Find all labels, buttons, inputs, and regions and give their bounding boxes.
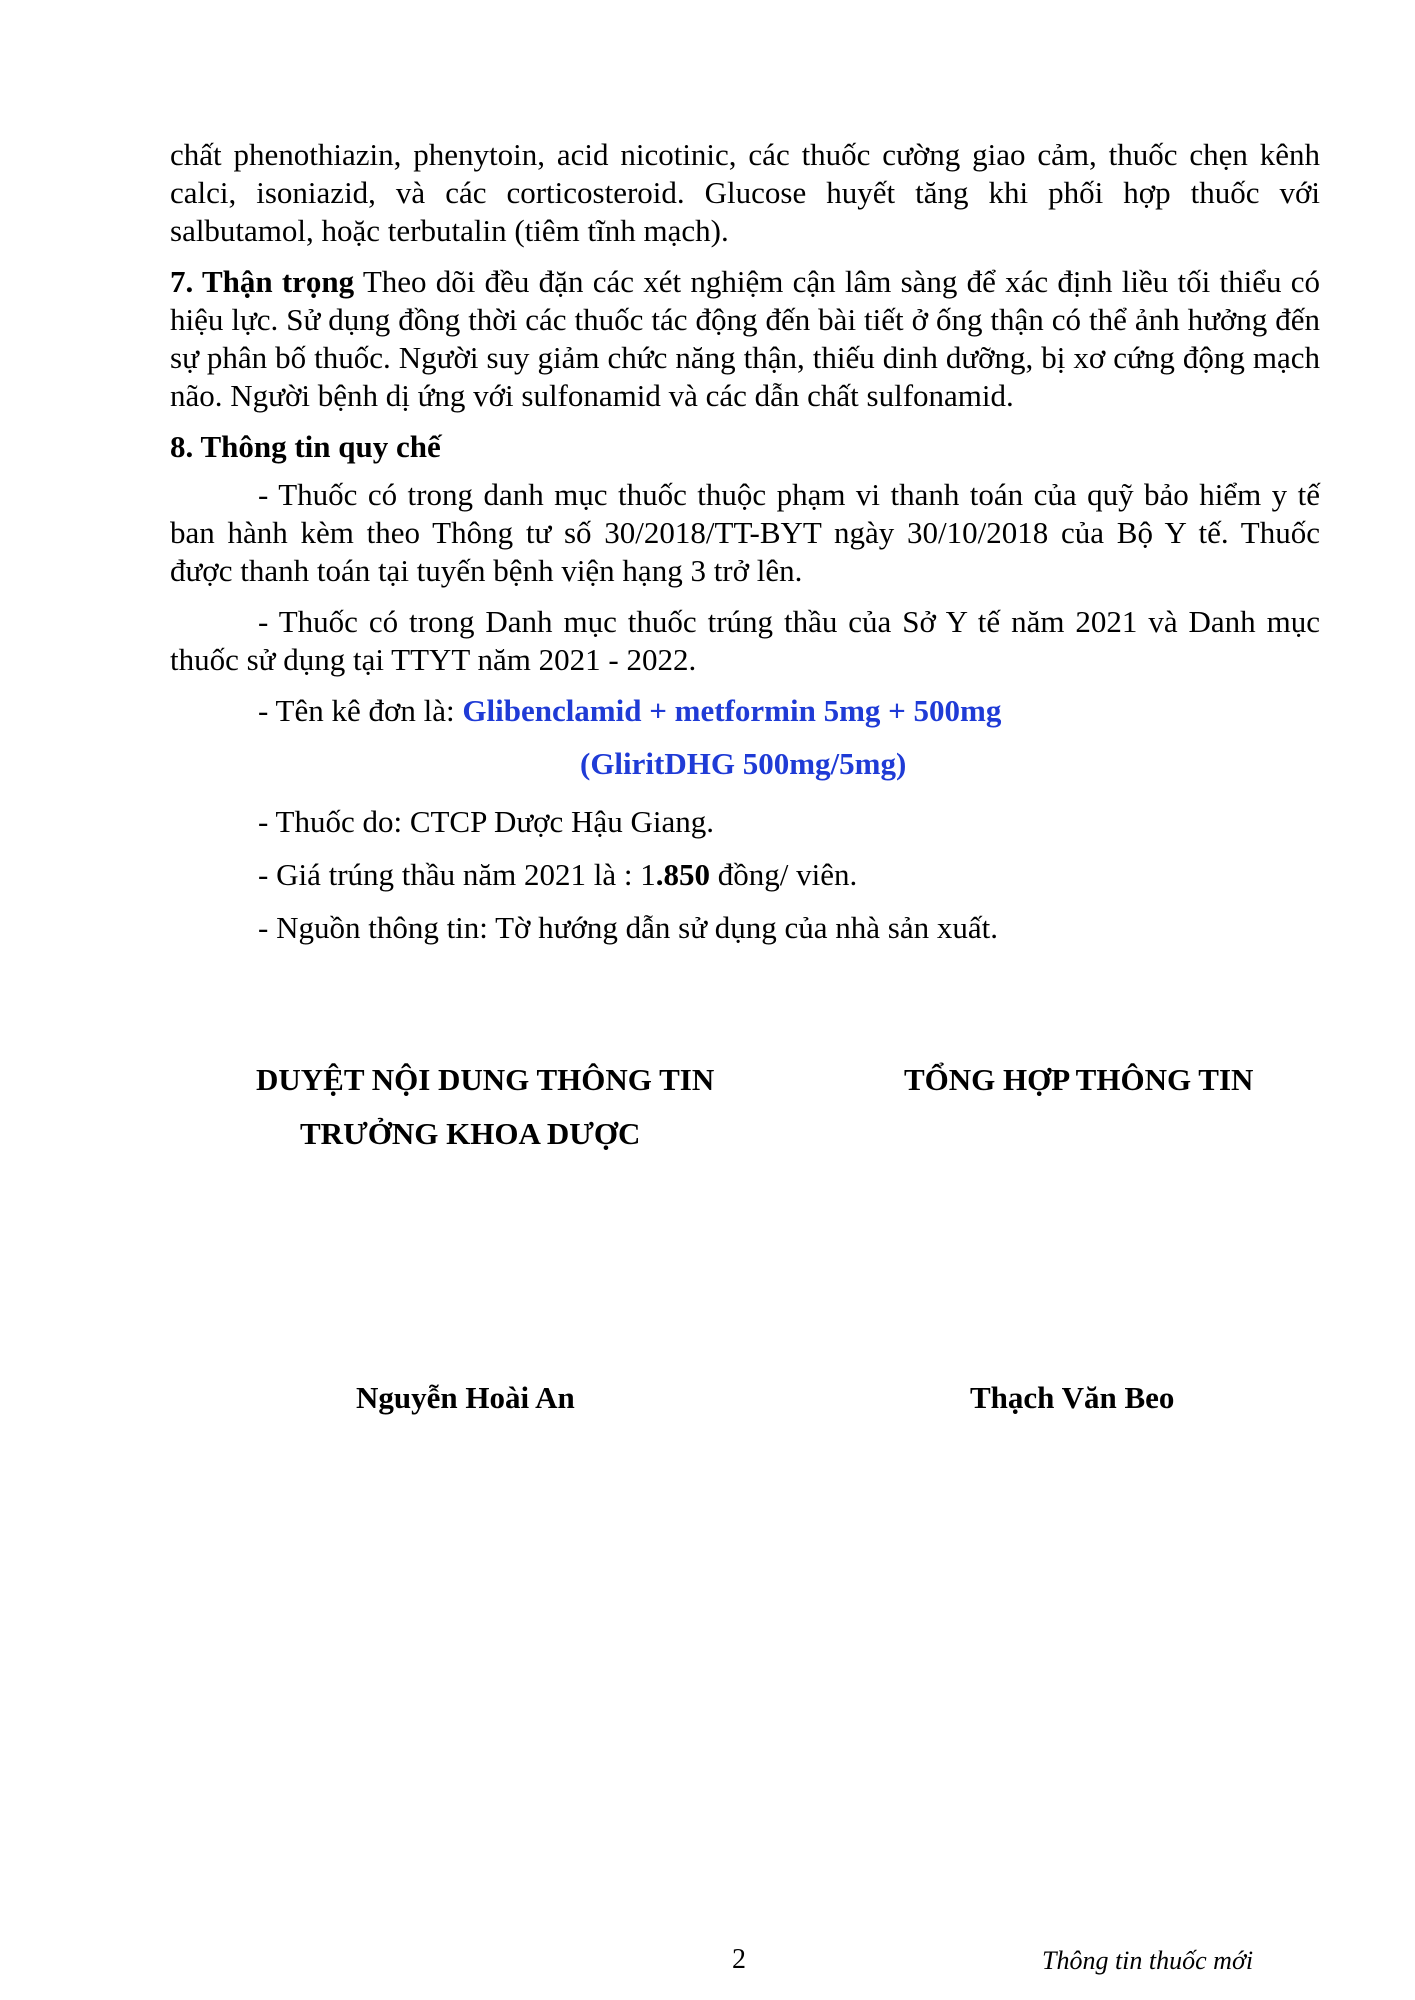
- section-7-text: Theo dõi đều đặn các xét nghiệm cận lâm sàng để xác định liều tối thiểu có hiệu lực. Sử dụng đồng thời các thuốc tác động đến bài tiết ở ống thận có thể ảnh hưởng đến sự phân bố thuốc. Người suy giảm chức năng thận, thiếu dinh dưỡng, bị xơ cứng động mạch não. Người bệnh dị ứng với sulfonamid và các dẫn chất sulfonamid.: [170, 264, 1320, 413]
- manufacturer-line: - Thuốc do: CTCP Dược Hậu Giang.: [258, 804, 714, 839]
- compiler-title: TỔNG HỢP THÔNG TIN: [904, 1062, 1254, 1097]
- approver-name: Nguyễn Hoài An: [356, 1380, 575, 1415]
- interactions-paragraph-tail: chất phenothiazin, phenytoin, acid nicotinic, các thuốc cường giao cảm, thuốc chẹn kênh calci, isoniazid, và các corticosteroid. Glucose huyết tăng khi phối hợp thuốc với salbutamol, hoặc terbutalin (tiêm tĩnh mạch).: [170, 137, 1320, 248]
- brand-name: (GliritDHG 500mg/5mg): [580, 746, 907, 781]
- regulation-item-tender: - Thuốc có trong Danh mục thuốc trúng thầu của Sở Y tế năm 2021 và Danh mục thuốc sử dụng tại TTYT năm 2021 - 2022.: [170, 604, 1320, 677]
- price-suffix: đồng/ viên.: [710, 857, 858, 892]
- document-body: [170, 136, 1320, 962]
- page-number: 2: [732, 1944, 746, 1975]
- prescription-label: - Tên kê đơn là:: [258, 693, 463, 728]
- price-line: [258, 856, 1320, 894]
- section-7-paragraph: [170, 263, 1320, 415]
- price-bold: .850: [655, 857, 710, 892]
- prescription-drug-name: Glibenclamid + metformin 5mg + 500mg: [462, 693, 1002, 728]
- approver-title: DUYỆT NỘI DUNG THÔNG TIN: [256, 1062, 715, 1097]
- section-8-heading: 8. Thông tin quy chế: [170, 429, 441, 464]
- regulation-item-insurance: - Thuốc có trong danh mục thuốc thuộc phạm vi thanh toán của quỹ bảo hiểm y tế ban hành kèm theo Thông tư số 30/2018/TT-BYT ngày 30/10/2018 của Bộ Y tế. Thuốc được thanh toán tại tuyến bệnh viện hạng 3 trở lên.: [170, 477, 1320, 588]
- footer-title: Thông tin thuốc mới: [1042, 1946, 1254, 1975]
- section-7-heading: 7. Thận trọng: [170, 264, 355, 299]
- compiler-name: Thạch Văn Beo: [970, 1380, 1175, 1415]
- approver-role: TRƯỞNG KHOA DƯỢC: [300, 1116, 641, 1151]
- prescription-name-line: [258, 692, 1320, 730]
- price-prefix: - Giá trúng thầu năm 2021 là : 1: [258, 857, 656, 892]
- source-line: - Nguồn thông tin: Tờ hướng dẫn sử dụng của nhà sản xuất.: [258, 910, 998, 945]
